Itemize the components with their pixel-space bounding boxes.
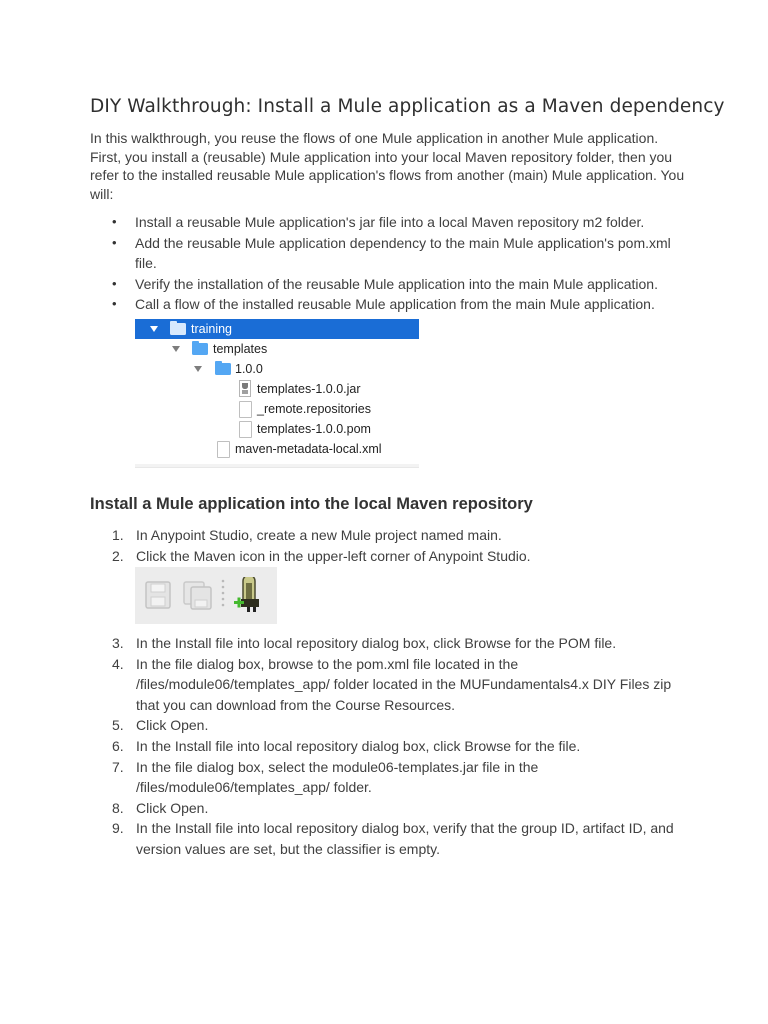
step-text: In the file dialog box, browse to the pom.xml file located in the /files/module06/templates_app/ folder located in the MUFundamentals4.x DIY Files zip that you can download from the Course Resources. <box>136 655 672 713</box>
step-text: In the Install file into local repository dialog box, verify that the group ID, artifact ID, and version values are set, but the classifier is empty. <box>136 820 674 857</box>
save-icon <box>145 581 171 609</box>
list-item <box>90 654 690 716</box>
step-text: In Anypoint Studio, create a new Mule project named main. <box>136 527 502 543</box>
step-text: Click Open. <box>136 717 209 734</box>
list-item <box>90 818 690 859</box>
finder-item-label: maven-metadata-local.xml <box>235 442 382 456</box>
steps-list-continued <box>90 633 690 860</box>
step-number: 7. <box>112 758 124 775</box>
file-icon <box>239 401 252 418</box>
finder-item-label: templates-1.0.0.jar <box>257 382 361 396</box>
list-item <box>90 736 690 757</box>
step-number: 5. <box>112 717 124 734</box>
step-number: 3. <box>112 635 124 651</box>
jar-file-icon <box>239 380 251 397</box>
toolbar-screenshot <box>135 567 277 624</box>
list-item <box>90 633 690 654</box>
list-item: • Add the reusable Mule application dependency to the main Mule application's pom.xml file. <box>90 233 690 274</box>
finder-row-remote <box>135 399 419 419</box>
list-item <box>90 525 690 546</box>
maven-install-icon[interactable] <box>233 577 267 613</box>
steps-list <box>90 525 690 566</box>
save-all-icon <box>183 581 213 611</box>
toolbar-separator <box>221 577 225 611</box>
finder-screenshot <box>135 318 419 468</box>
step-text: In the Install file into local repository dialog box, click Browse for the file. <box>136 737 581 754</box>
finder-item-label: training <box>191 322 232 336</box>
file-icon <box>239 421 252 438</box>
list-item <box>90 546 690 567</box>
finder-item-label: templates <box>213 342 268 356</box>
step-text: Click Open. <box>136 799 209 816</box>
step-number: 6. <box>112 737 124 754</box>
step-number: 2. <box>112 547 124 564</box>
list-item: • Call a flow of the installed reusable Mule application from the main Mule application. <box>90 294 690 315</box>
finder-row-version <box>135 359 419 379</box>
step-number: 4. <box>112 655 124 672</box>
finder-row-templates <box>135 339 419 359</box>
list-item: • Verify the installation of the reusable Mule application into the main Mule application. <box>90 274 690 295</box>
list-item <box>90 757 690 798</box>
step-text: Click the Maven icon in the upper-left corner of Anypoint Studio. <box>136 547 531 564</box>
step-text: In the file dialog box, select the module06-templates.jar file in the /files/module06/templates_app/ folder. <box>136 758 539 796</box>
page-title: DIY Walkthrough: Install a Mule application as a Maven dependency <box>90 96 725 117</box>
finder-divider <box>135 464 419 467</box>
disclosure-triangle-icon <box>194 366 202 372</box>
finder-item-label: templates-1.0.0.pom <box>257 422 371 436</box>
step-number: 1. <box>112 527 124 543</box>
finder-row-metadata <box>135 439 419 459</box>
list-item: • Install a reusable Mule application's jar file into a local Maven repository m2 folder. <box>90 212 690 233</box>
list-item <box>90 798 690 819</box>
objectives-list <box>90 212 690 315</box>
folder-icon <box>192 343 208 355</box>
file-icon <box>217 441 230 458</box>
step-number: 9. <box>112 820 124 837</box>
finder-row-jar <box>135 379 419 399</box>
folder-icon <box>215 363 231 375</box>
list-item <box>90 715 690 736</box>
section-heading: Install a Mule application into the local Maven repository <box>90 495 533 513</box>
finder-item-label: 1.0.0 <box>235 362 263 376</box>
disclosure-triangle-icon <box>172 346 180 352</box>
finder-row-training <box>135 319 419 339</box>
folder-icon <box>170 323 186 335</box>
step-text: In the Install file into local repository dialog box, click Browse for the POM file. <box>136 635 617 651</box>
finder-row-pom <box>135 419 419 439</box>
intro-paragraph: In this walkthrough, you reuse the flows of one Mule application in another Mule application. First, you install a (reusable) Mule application into your local Maven repository folder, then you refer to the installed reusable Mule application's flows from another (main) Mule application. You will: <box>90 130 685 202</box>
disclosure-triangle-icon <box>150 326 158 332</box>
step-number: 8. <box>112 799 124 816</box>
finder-item-label: _remote.repositories <box>257 402 371 416</box>
